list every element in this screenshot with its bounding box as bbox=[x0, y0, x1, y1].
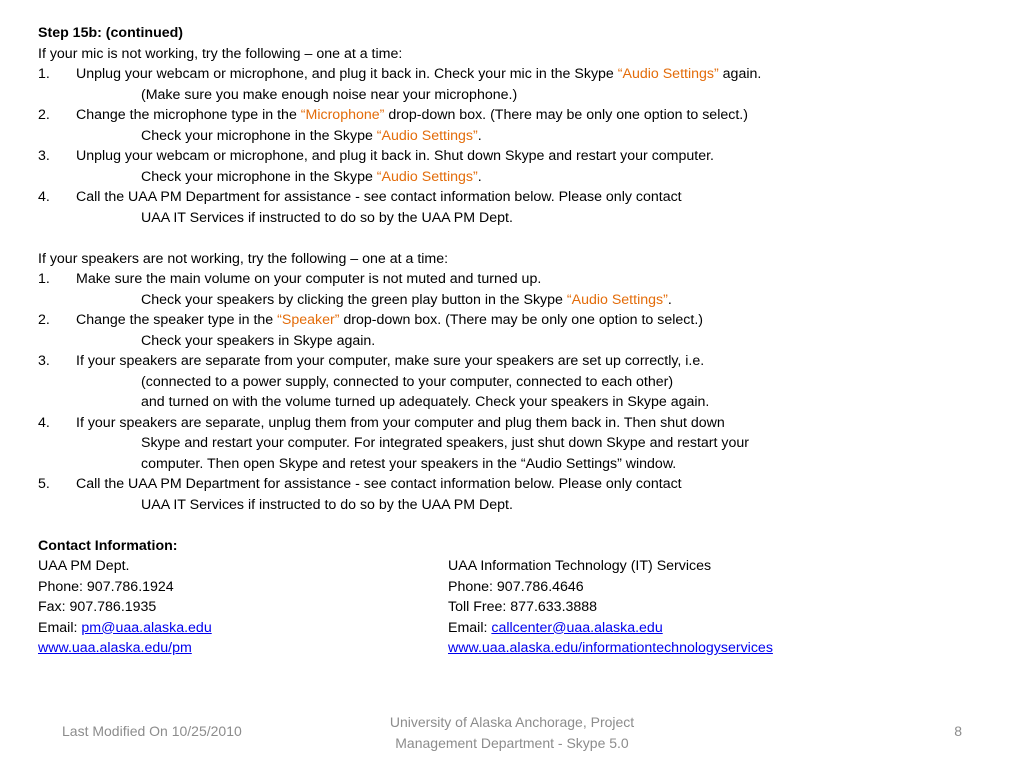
audio-settings-highlight: “Audio Settings” bbox=[376, 127, 478, 144]
it-phone: Phone: 907.786.4646 bbox=[448, 578, 584, 595]
speakers-intro: If your speakers are not working, try the following – one at a time: bbox=[38, 250, 449, 267]
audio-settings-highlight: “Audio Settings” bbox=[376, 168, 478, 185]
page-number: 8 bbox=[954, 723, 962, 739]
item-text: drop-down box. (There may be only one option to select.) bbox=[339, 312, 703, 328]
pm-phone: Phone: 907.786.1924 bbox=[38, 578, 174, 595]
slide-content bbox=[38, 23, 998, 679]
speakers-item-1 bbox=[38, 269, 998, 290]
speakers-item-5 bbox=[38, 474, 998, 495]
audio-settings-highlight: “Audio Settings” bbox=[617, 66, 719, 82]
pm-fax: Fax: 907.786.1935 bbox=[38, 599, 157, 615]
mic-item-1 bbox=[38, 64, 998, 85]
list-number: 3. bbox=[38, 148, 50, 164]
item-text: drop-down box. (There may be only one option to select.) bbox=[384, 107, 748, 123]
speakers-item-2 bbox=[38, 310, 998, 331]
email-label: Email: bbox=[448, 619, 492, 636]
item-text: Change the speaker type in the bbox=[76, 312, 278, 328]
speakers-item-1-continued bbox=[38, 290, 998, 311]
it-website-link[interactable]: www.uaa.alaska.edu/informationtechnologyservices bbox=[448, 640, 773, 656]
footer-last-modified: Last Modified On 10/25/2010 bbox=[62, 723, 242, 739]
item-text: again. bbox=[718, 66, 762, 82]
speakers-item-4 bbox=[38, 413, 998, 434]
spacer bbox=[38, 228, 998, 249]
item-text: . bbox=[667, 291, 672, 308]
speakers-item-3-continued-2: and turned on with the volume turned up adequately. Check your speakers in Skype again. bbox=[141, 394, 710, 410]
step-heading: Step 15b: (continued) bbox=[38, 25, 184, 41]
mic-item-4 bbox=[38, 187, 998, 208]
item-text: If your speakers are separate, unplug them from your computer and plug them back in. Then shut down bbox=[76, 414, 725, 431]
speakers-item-3-continued-1: (connected to a power supply, connected to your computer, connected to each other) bbox=[141, 373, 674, 390]
mic-item-2 bbox=[38, 105, 998, 126]
contact-heading: Contact Information: bbox=[38, 537, 178, 554]
pm-website-line bbox=[38, 638, 212, 659]
pm-email-link[interactable]: pm@uaa.alaska.edu bbox=[81, 619, 212, 636]
item-text: . bbox=[477, 168, 482, 185]
list-number: 4. bbox=[38, 189, 50, 205]
item-text: Call the UAA PM Department for assistance - see contact information below. Please only contact bbox=[76, 189, 682, 205]
it-tollfree: Toll Free: 877.633.3888 bbox=[448, 599, 598, 615]
list-number: 1. bbox=[38, 66, 50, 82]
mic-item-4-continued: UAA IT Services if instructed to do so by the UAA PM Dept. bbox=[141, 209, 513, 226]
email-label: Email: bbox=[38, 619, 82, 636]
audio-settings-highlight: “Audio Settings” bbox=[566, 291, 668, 308]
item-text: Call the UAA PM Department for assistance - see contact information below. Please only contact bbox=[76, 476, 682, 492]
list-number: 3. bbox=[38, 353, 50, 369]
microphone-highlight: “Microphone” bbox=[300, 107, 385, 123]
list-number: 1. bbox=[38, 271, 50, 287]
mic-item-2-continued bbox=[38, 126, 998, 147]
pm-name: UAA PM Dept. bbox=[38, 558, 130, 574]
item-text: . bbox=[477, 127, 482, 144]
pm-website-link[interactable]: www.uaa.alaska.edu/pm bbox=[38, 640, 192, 656]
mic-item-1-continued: (Make sure you make enough noise near your microphone.) bbox=[141, 86, 518, 103]
contact-it bbox=[448, 556, 773, 659]
speakers-item-2-continued: Check your speakers in Skype again. bbox=[141, 332, 376, 349]
mic-item-3-continued bbox=[38, 167, 998, 188]
item-text: Unplug your webcam or microphone, and plug it back in. Shut down Skype and restart your computer. bbox=[76, 148, 714, 164]
item-text: Check your microphone in the Skype bbox=[141, 168, 377, 185]
it-email-link[interactable]: callcenter@uaa.alaska.edu bbox=[491, 619, 663, 636]
list-number: 4. bbox=[38, 414, 50, 431]
contact-pm bbox=[38, 556, 212, 659]
item-text: If your speakers are separate from your computer, make sure your speakers are set up correctly, i.e. bbox=[76, 353, 705, 369]
speakers-item-5-continued: UAA IT Services if instructed to do so by the UAA PM Dept. bbox=[141, 496, 513, 513]
footer-title-line-2: Management Department - Skype 5.0 bbox=[395, 735, 629, 751]
pm-email-line bbox=[38, 618, 212, 639]
spacer bbox=[38, 515, 998, 536]
speakers-item-3 bbox=[38, 351, 998, 372]
footer-title bbox=[362, 712, 662, 754]
speaker-highlight: “Speaker” bbox=[277, 312, 340, 328]
item-text: Change the microphone type in the bbox=[76, 107, 301, 123]
list-number: 5. bbox=[38, 476, 50, 492]
it-name: UAA Information Technology (IT) Services bbox=[448, 558, 712, 574]
speakers-item-4-continued-1: Skype and restart your computer. For integrated speakers, just shut down Skype and restart your bbox=[141, 435, 750, 451]
footer-title-line-1: University of Alaska Anchorage, Project bbox=[389, 714, 635, 730]
contact-columns bbox=[38, 556, 998, 679]
mic-item-3 bbox=[38, 146, 998, 167]
item-text: Check your speakers by clicking the green play button in the Skype bbox=[141, 291, 567, 308]
item-text: Check your microphone in the Skype bbox=[141, 127, 377, 144]
item-text: Make sure the main volume on your computer is not muted and turned up. bbox=[76, 271, 542, 287]
it-email-line bbox=[448, 618, 773, 639]
it-website-line bbox=[448, 638, 773, 659]
mic-intro: If your mic is not working, try the following – one at a time: bbox=[38, 45, 403, 62]
item-text: Unplug your webcam or microphone, and plug it back in. Check your mic in the Skype bbox=[76, 66, 618, 82]
list-number: 2. bbox=[38, 107, 50, 123]
speakers-item-4-continued-2: computer. Then open Skype and retest your speakers in the “Audio Settings” window. bbox=[141, 455, 677, 472]
list-number: 2. bbox=[38, 312, 50, 328]
